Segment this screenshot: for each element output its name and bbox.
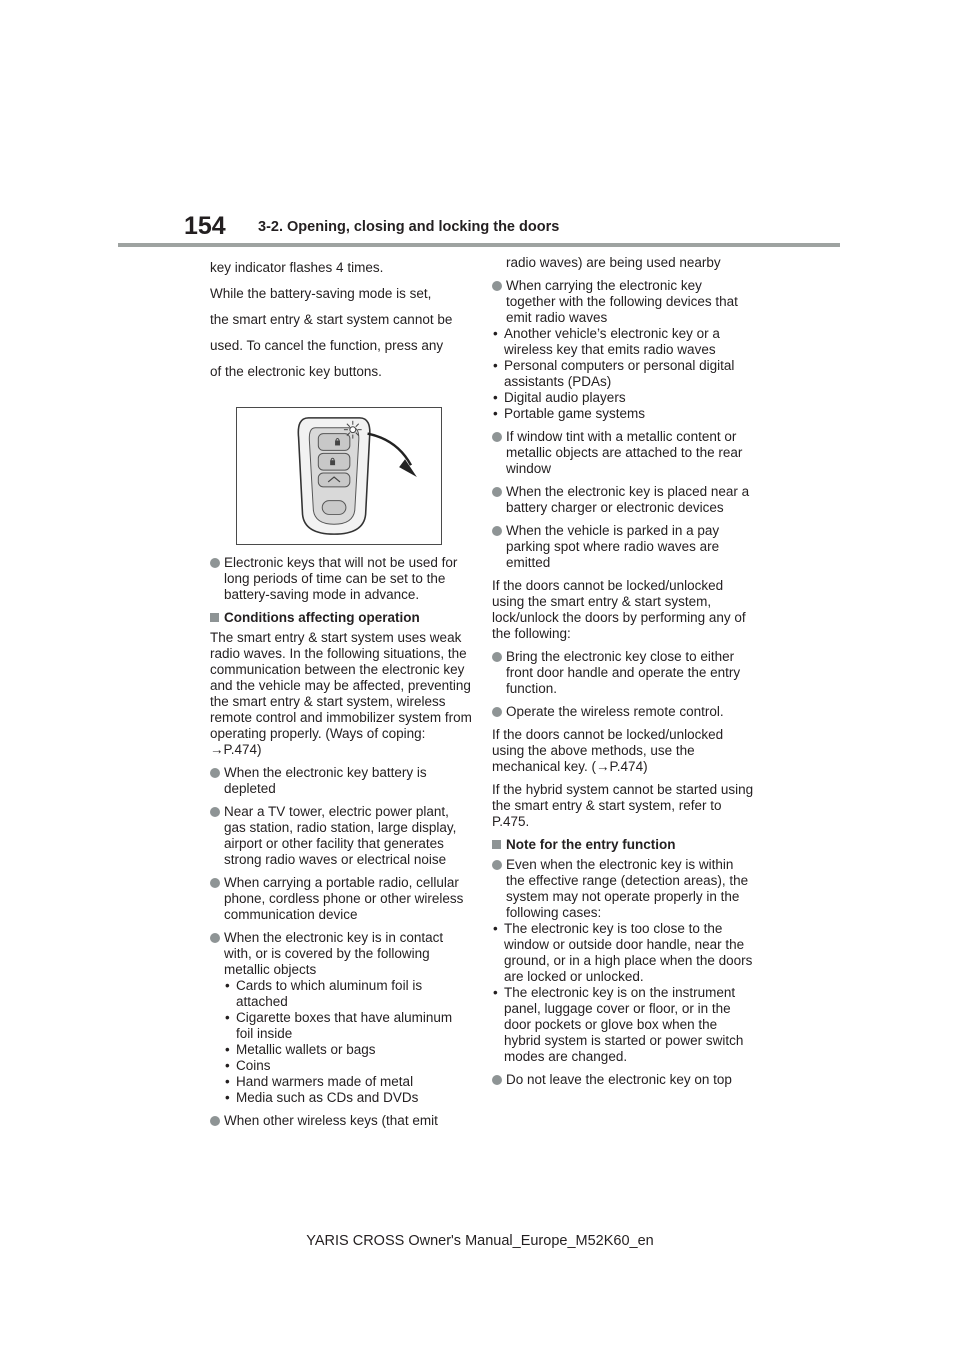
list-item: • Media such as CDs and DVDs xyxy=(224,1090,472,1106)
continued-text: radio waves) are being used nearby xyxy=(506,255,721,270)
intro-text xyxy=(210,255,472,385)
list-item: • Personal computers or personal digital assistants (PDAs) xyxy=(492,358,754,390)
key-fob-icon xyxy=(298,418,370,534)
bullet-metallic-contact xyxy=(210,930,472,1106)
bullet-metallic-contact-text: When the electronic key is in contact with, or is covered by the following metallic objects xyxy=(224,930,444,977)
list-item: • Cards to which aluminum foil is attached xyxy=(224,978,472,1010)
list-item: • Another vehicle’s electronic key or a wireless key that emits radio waves xyxy=(492,326,754,358)
list-item: • The electronic key is too close to the window or outside door handle, near the ground, or in a high place when the doors are locked or unlocked. xyxy=(492,921,754,985)
bullet-effective-range xyxy=(492,857,754,921)
bullet-near-tv-tower: Near a TV tower, electric power plant, gas station, radio station, large display, airport or other facility that generates strong radio waves or electrical noise xyxy=(210,804,472,868)
list-item: • Coins xyxy=(224,1058,472,1074)
bullet-bring-key-close: Bring the electronic key close to either front door handle and operate the entry function. xyxy=(492,649,754,697)
bullet-do-not-leave-key: Do not leave the electronic key on top xyxy=(492,1072,754,1088)
bullet-pay-parking: When the vehicle is parked in a pay parking spot where radio waves are emitted xyxy=(492,523,754,571)
conditions-paragraph: The smart entry & start system uses weak radio waves. In the following situations, the communication between the electronic key and the vehicle may be affected, preventing the smart entry & start system, wireless remote control and immobilizer system from operating properly. (Ways of coping: →P.474) xyxy=(210,630,472,757)
bullet-carrying-devices-text: When carrying the electronic key together with the following devices that emit radio waves xyxy=(506,278,738,325)
list-item: • Metallic wallets or bags xyxy=(224,1042,472,1058)
mechanical-key-paragraph: If the doors cannot be locked/unlocked using the above methods, use the mechanical key. (→P.474) xyxy=(492,727,724,774)
doors-cannot-lock-paragraph: If the doors cannot be locked/unlocked using the smart entry & start system, lock/unlock the doors by performing any of the following: xyxy=(492,578,746,641)
bullet-effective-range-text: Even when the electronic key is within the effective range (detection areas), the system may not operate properly in the following cases: xyxy=(506,857,749,920)
metallic-objects-list xyxy=(224,978,472,1106)
left-column xyxy=(210,255,472,1136)
bullet-window-tint: If window tint with a metallic content or metallic objects are attached to the rear window xyxy=(492,429,754,477)
radio-devices-list xyxy=(492,326,754,422)
subhead-note-entry-function: Note for the entry function xyxy=(492,837,754,853)
bullet-wireless-remote: Operate the wireless remote control. xyxy=(492,704,754,720)
bullet-other-wireless-keys: When other wireless keys (that emit xyxy=(210,1113,472,1129)
page-number: 154 xyxy=(184,212,226,240)
bullet-battery-saving-advance: Electronic keys that will not be used for long periods of time can be set to the battery-saving mode in advance. xyxy=(210,555,472,603)
electronic-key-illustration xyxy=(236,407,442,545)
bullet-battery-depleted: When the electronic key battery is depleted xyxy=(210,765,472,797)
hybrid-system-paragraph: If the hybrid system cannot be started using the smart entry & start system, refer to P.475. xyxy=(492,782,754,829)
intro-line: key indicator flashes 4 times. xyxy=(210,260,384,275)
section-title: 3-2. Opening, closing and locking the doors xyxy=(258,219,560,235)
list-item: • Hand warmers made of metal xyxy=(224,1074,472,1090)
list-item: • Cigarette boxes that have aluminum foil inside xyxy=(224,1010,472,1042)
intro-line: used. To cancel the function, press any xyxy=(210,338,444,353)
bullet-battery-charger: When the electronic key is placed near a battery charger or electronic devices xyxy=(492,484,754,516)
intro-line: While the battery-saving mode is set, xyxy=(210,286,432,301)
list-item: • Portable game systems xyxy=(492,406,754,422)
bullet-carrying-devices xyxy=(492,278,754,326)
intro-line: the smart entry & start system cannot be xyxy=(210,312,453,327)
list-item: • The electronic key is on the instrument panel, luggage cover or floor, or in the door pockets or glove box when the hybrid system is started or power switch modes are changed. xyxy=(492,985,754,1065)
right-column xyxy=(492,255,754,1095)
list-item: • Digital audio players xyxy=(492,390,754,406)
subhead-conditions-affecting-operation: Conditions affecting operation xyxy=(210,610,472,626)
bullet-portable-radio: When carrying a portable radio, cellular phone, cordless phone or other wireless communication device xyxy=(210,875,472,923)
range-cases-list xyxy=(492,921,754,1065)
intro-line: of the electronic key buttons. xyxy=(210,364,382,379)
header-divider xyxy=(118,243,840,247)
arrow-icon xyxy=(368,434,417,477)
footer-manual-title: YARIS CROSS Owner's Manual_Europe_M52K60_en xyxy=(306,1233,654,1249)
